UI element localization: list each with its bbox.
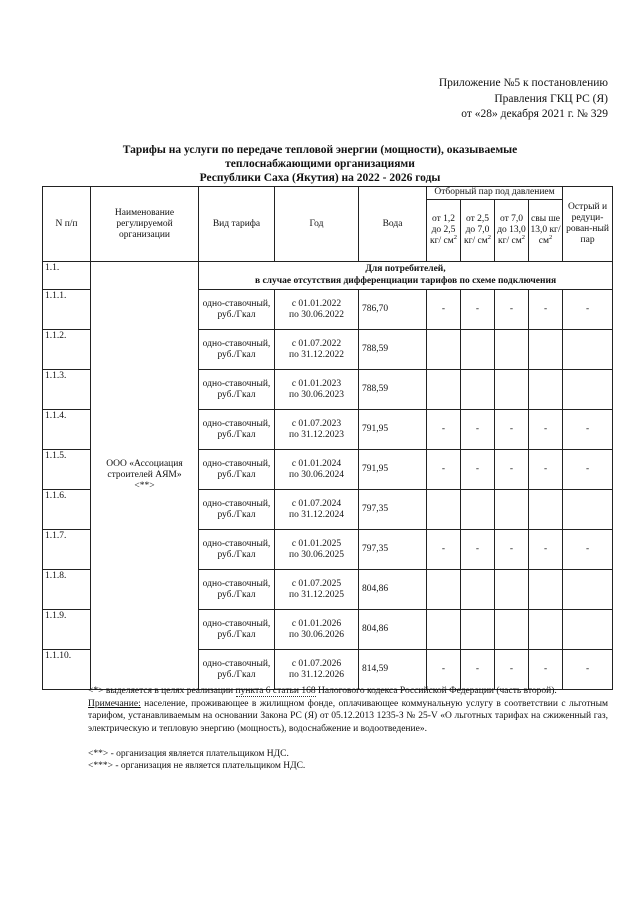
footnote bbox=[88, 685, 608, 698]
pressure-1-tariff bbox=[427, 370, 461, 410]
period-from: с 01.01.2022 bbox=[291, 298, 342, 309]
remark bbox=[88, 698, 608, 736]
section-title-line-2: в случае отсутствия дифференциации тарифов по схеме подключения bbox=[254, 275, 557, 286]
period-from: с 01.01.2023 bbox=[291, 378, 342, 389]
document-title bbox=[60, 143, 580, 185]
period bbox=[275, 370, 359, 410]
row-number: 1.1.7. bbox=[43, 530, 91, 570]
tax-code-link[interactable]: пункта 6 статьи 168 bbox=[235, 686, 316, 696]
organization-cell bbox=[91, 262, 199, 690]
pressure-1-tariff: - bbox=[427, 290, 461, 330]
header-organization: Наименование регулируемой организации bbox=[91, 187, 199, 262]
water-tariff: 804,86 bbox=[359, 610, 427, 650]
title-line-3: Республики Саха (Якутия) на 2022 - 2026 годы bbox=[199, 172, 441, 184]
section-title-line-1: Для потребителей, bbox=[365, 264, 446, 274]
period-to: по 31.12.2024 bbox=[289, 509, 344, 520]
period bbox=[275, 330, 359, 370]
section-title bbox=[199, 262, 613, 290]
acute-steam-tariff bbox=[563, 610, 613, 650]
period-from: с 01.01.2026 bbox=[291, 618, 342, 629]
tariff-type: одно-ставочный, руб./Гкал bbox=[199, 570, 275, 610]
section-number: 1.1. bbox=[43, 262, 91, 290]
section-row bbox=[43, 262, 613, 290]
period bbox=[275, 410, 359, 450]
title-line-2: теплоснабжающими организациями bbox=[225, 158, 415, 170]
tariff-type: одно-ставочный, руб./Гкал bbox=[199, 410, 275, 450]
period-from: с 01.07.2022 bbox=[291, 338, 342, 349]
row-number: 1.1.5. bbox=[43, 450, 91, 490]
period-from: с 01.07.2023 bbox=[291, 418, 342, 429]
pressure-2-sup: 2 bbox=[487, 233, 491, 241]
row-number: 1.1.2. bbox=[43, 330, 91, 370]
period-to: по 30.06.2022 bbox=[289, 309, 344, 320]
pressure-1-tariff bbox=[427, 570, 461, 610]
header-steam-group: Отборный пар под давлением bbox=[427, 187, 563, 200]
pressure-4-tariff: - bbox=[529, 290, 563, 330]
water-tariff: 797,35 bbox=[359, 530, 427, 570]
pressure-3-tariff: - bbox=[495, 450, 529, 490]
pressure-1-tariff bbox=[427, 610, 461, 650]
pressure-3-tariff bbox=[495, 570, 529, 610]
pressure-1-tariff bbox=[427, 490, 461, 530]
acute-steam-tariff bbox=[563, 330, 613, 370]
period bbox=[275, 490, 359, 530]
pressure-2-tariff bbox=[461, 570, 495, 610]
pressure-2-tariff bbox=[461, 370, 495, 410]
acute-steam-tariff bbox=[563, 570, 613, 610]
pressure-2-tariff: - bbox=[461, 650, 495, 690]
header-tariff-type: Вид тарифа bbox=[199, 187, 275, 262]
pressure-2-tariff bbox=[461, 490, 495, 530]
pressure-2-label: от 2,5 до 7,0 кг/ см bbox=[463, 213, 490, 246]
period bbox=[275, 570, 359, 610]
pressure-4-tariff: - bbox=[529, 410, 563, 450]
pressure-4-tariff bbox=[529, 610, 563, 650]
pressure-4-label: свы ше 13,0 кг/ см bbox=[530, 213, 561, 246]
water-tariff: 797,35 bbox=[359, 490, 427, 530]
pressure-3-tariff bbox=[495, 370, 529, 410]
header-pressure-1 bbox=[427, 199, 461, 261]
pressure-4-tariff: - bbox=[529, 450, 563, 490]
pressure-1-tariff: - bbox=[427, 450, 461, 490]
pressure-1-sup: 2 bbox=[453, 233, 457, 241]
organization-line-2: строителей АЯМ» bbox=[107, 470, 182, 480]
acute-steam-tariff bbox=[563, 490, 613, 530]
footnote-text-post: Налогового кодекса Российской Федерации (часть второй). bbox=[315, 686, 557, 696]
period-to: по 31.12.2026 bbox=[289, 669, 344, 680]
pressure-4-tariff bbox=[529, 370, 563, 410]
period-to: по 31.12.2023 bbox=[289, 429, 344, 440]
acute-steam-tariff: - bbox=[563, 530, 613, 570]
water-tariff: 791,95 bbox=[359, 450, 427, 490]
organization-line-1: ООО «Ассоциация bbox=[106, 459, 183, 469]
remark-label: Примечание: bbox=[88, 698, 141, 709]
pressure-2-tariff: - bbox=[461, 290, 495, 330]
period-from: с 01.07.2024 bbox=[291, 498, 342, 509]
appendix-reference bbox=[439, 76, 608, 123]
pressure-3-tariff bbox=[495, 610, 529, 650]
pressure-3-tariff: - bbox=[495, 410, 529, 450]
header-number: N п/п bbox=[43, 187, 91, 262]
tariff-type: одно-ставочный, руб./Гкал bbox=[199, 490, 275, 530]
pressure-1-label: от 1,2 до 2,5 кг/ см bbox=[429, 213, 456, 246]
footnote-marker: <*> bbox=[88, 686, 104, 696]
pressure-2-tariff bbox=[461, 610, 495, 650]
tariff-type: одно-ставочный, руб./Гкал bbox=[199, 330, 275, 370]
acute-steam-tariff bbox=[563, 370, 613, 410]
pressure-3-tariff: - bbox=[495, 530, 529, 570]
water-tariff: 788,59 bbox=[359, 330, 427, 370]
pressure-3-sup: 2 bbox=[521, 233, 525, 241]
period bbox=[275, 650, 359, 690]
pressure-3-tariff bbox=[495, 490, 529, 530]
pressure-4-sup: 2 bbox=[549, 233, 553, 241]
period-to: по 30.06.2024 bbox=[289, 469, 344, 480]
acute-steam-tariff: - bbox=[563, 650, 613, 690]
row-number: 1.1.4. bbox=[43, 410, 91, 450]
footnote-text-pre: выделяется в целях реализации bbox=[103, 686, 236, 696]
header-acute-steam: Острый и редуци-рован-ный пар bbox=[563, 187, 613, 262]
header-year: Год bbox=[275, 187, 359, 262]
pressure-3-tariff bbox=[495, 330, 529, 370]
period bbox=[275, 610, 359, 650]
organization-line-3: <**> bbox=[134, 481, 155, 491]
water-tariff: 804,86 bbox=[359, 570, 427, 610]
row-number: 1.1.10. bbox=[43, 650, 91, 690]
appendix-line-3: от «28» декабря 2021 г. № 329 bbox=[461, 108, 608, 120]
period-to: по 30.06.2025 bbox=[289, 549, 344, 560]
period-from: с 01.01.2025 bbox=[291, 538, 342, 549]
appendix-line-1: Приложение №5 к постановлению bbox=[438, 77, 608, 89]
tariff-type: одно-ставочный, руб./Гкал bbox=[199, 610, 275, 650]
pressure-3-tariff: - bbox=[495, 290, 529, 330]
row-number: 1.1.6. bbox=[43, 490, 91, 530]
tariff-type: одно-ставочный, руб./Гкал bbox=[199, 290, 275, 330]
pressure-1-tariff: - bbox=[427, 530, 461, 570]
row-number: 1.1.3. bbox=[43, 370, 91, 410]
pressure-4-tariff: - bbox=[529, 650, 563, 690]
pressure-4-tariff bbox=[529, 490, 563, 530]
pressure-1-tariff: - bbox=[427, 410, 461, 450]
tariff-type: одно-ставочный, руб./Гкал bbox=[199, 530, 275, 570]
vat-payer-note: <**> - организация является плательщиком НДС. bbox=[88, 748, 289, 759]
pressure-2-tariff: - bbox=[461, 410, 495, 450]
acute-steam-tariff: - bbox=[563, 410, 613, 450]
tariff-type: одно-ставочный, руб./Гкал bbox=[199, 450, 275, 490]
tariff-type: одно-ставочный, руб./Гкал bbox=[199, 370, 275, 410]
pressure-4-tariff bbox=[529, 330, 563, 370]
row-number: 1.1.9. bbox=[43, 610, 91, 650]
row-number: 1.1.8. bbox=[43, 570, 91, 610]
pressure-2-tariff: - bbox=[461, 450, 495, 490]
acute-steam-tariff: - bbox=[563, 450, 613, 490]
period-from: с 01.07.2026 bbox=[291, 658, 342, 669]
pressure-1-tariff bbox=[427, 330, 461, 370]
water-tariff: 791,95 bbox=[359, 410, 427, 450]
period bbox=[275, 290, 359, 330]
row-number: 1.1.1. bbox=[43, 290, 91, 330]
spacer bbox=[88, 735, 608, 748]
period bbox=[275, 530, 359, 570]
tariff-table bbox=[42, 186, 613, 690]
pressure-2-tariff: - bbox=[461, 530, 495, 570]
acute-steam-tariff: - bbox=[563, 290, 613, 330]
pressure-4-tariff: - bbox=[529, 530, 563, 570]
appendix-line-2: Правления ГКЦ РС (Я) bbox=[494, 92, 608, 105]
tariff-type: одно-ставочный, руб./Гкал bbox=[199, 650, 275, 690]
header-water: Вода bbox=[359, 187, 427, 262]
pressure-1-tariff: - bbox=[427, 650, 461, 690]
pressure-3-tariff: - bbox=[495, 650, 529, 690]
notes-block bbox=[88, 685, 608, 773]
period-to: по 31.12.2022 bbox=[289, 349, 344, 360]
non-vat-payer-note: <***> - организация не является плательщиком НДС. bbox=[88, 761, 306, 771]
period-to: по 30.06.2023 bbox=[289, 389, 344, 400]
period-to: по 31.12.2025 bbox=[289, 589, 344, 600]
header-pressure-4 bbox=[529, 199, 563, 261]
pressure-3-label: от 7,0 до 13,0 кг/ см bbox=[497, 213, 526, 246]
period-from: с 01.07.2025 bbox=[291, 578, 342, 589]
period-from: с 01.01.2024 bbox=[291, 458, 342, 469]
period bbox=[275, 450, 359, 490]
water-tariff: 814,59 bbox=[359, 650, 427, 690]
pressure-2-tariff bbox=[461, 330, 495, 370]
water-tariff: 788,59 bbox=[359, 370, 427, 410]
remark-text: население, проживающее в жилищном фонде, оплачивающее коммунальную услугу в соответствии с льготным тарифом, устанавливаемым на основании Закона РС (Я) от 05.12.2013 1235-З № 25-V «О льготных тарифах на сжиженный газ, электрическую и тепловую энергию (мощность), водоснабжение и водоотведение». bbox=[88, 698, 608, 734]
water-tariff: 786,70 bbox=[359, 290, 427, 330]
header-pressure-2 bbox=[461, 199, 495, 261]
title-line-1: Тарифы на услуги по передаче тепловой энергии (мощности), оказываемые bbox=[122, 144, 518, 156]
pressure-4-tariff bbox=[529, 570, 563, 610]
period-to: по 30.06.2026 bbox=[289, 629, 344, 640]
header-pressure-3 bbox=[495, 199, 529, 261]
